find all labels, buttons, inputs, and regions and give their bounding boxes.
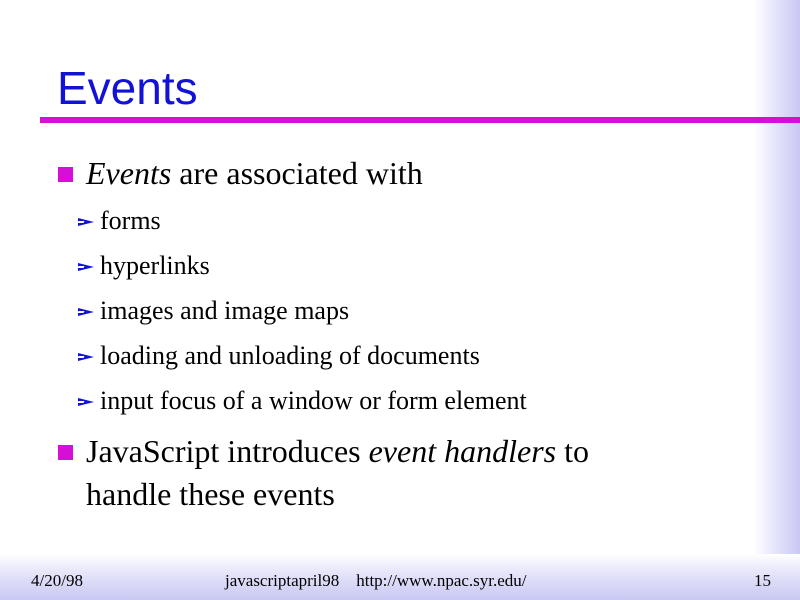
bullet-2 [86, 430, 589, 516]
bullet-1-emphasis: Events [86, 155, 172, 191]
sub-item-label: images and image maps [100, 296, 350, 325]
bullet-1 [86, 152, 423, 195]
sub-item-loading [100, 341, 480, 371]
title-underline-rule [40, 117, 800, 123]
sub-item-label: hyperlinks [100, 251, 210, 280]
sub-item-label: loading and unloading of documents [100, 341, 480, 370]
bullet-2-text: JavaScript introduces [86, 433, 369, 469]
sub-item-forms [100, 206, 161, 236]
footer-page-number: 15 [754, 571, 771, 590]
sub-item-label: input focus of a window or form element [100, 386, 527, 415]
bullet-square-icon [58, 445, 73, 460]
sub-item-images [100, 296, 349, 326]
bullet-2-line-1 [86, 430, 589, 473]
arrow-bullet-icon [78, 398, 94, 406]
arrow-bullet-icon [78, 263, 94, 271]
arrow-bullet-icon [78, 218, 94, 226]
arrow-bullet-icon [78, 308, 94, 316]
slide-title: Events [57, 62, 198, 114]
sub-item-input-focus [100, 386, 527, 416]
arrow-bullet-icon [78, 353, 94, 361]
bullet-2-text-end: to [556, 433, 589, 469]
sub-item-hyperlinks [100, 251, 210, 281]
bullet-square-icon [58, 167, 73, 182]
bullet-2-emphasis: event handlers [368, 433, 557, 469]
sub-item-label: forms [100, 206, 161, 235]
bullet-1-text: are associated with [171, 155, 423, 191]
bullet-2-line-2: handle these events [86, 476, 335, 512]
side-gradient-stripe [754, 0, 800, 600]
footer-date: 4/20/98 [31, 571, 83, 590]
footer-source: javascriptapril98 http://www.npac.syr.edu/ [225, 571, 527, 590]
